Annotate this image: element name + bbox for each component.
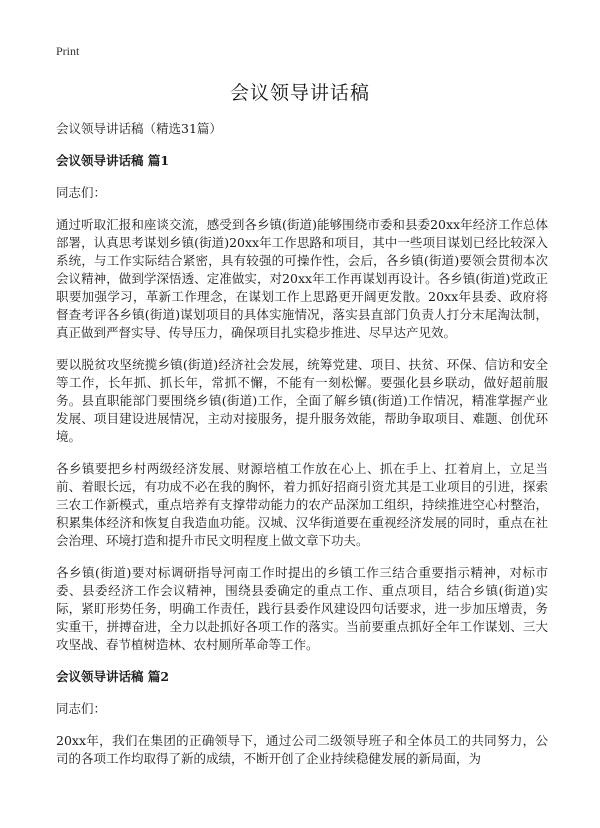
section-heading: 会议领导讲话稿 篇2 — [56, 669, 170, 684]
paragraph: 各乡镇要把乡村两级经济发展、财源培植工作放在心上、抓在手上、扛着肩上，立足当前、着眼长远，有功成不必在我的胸怀，着力抓好招商引资尤其是工业项目的引进，探索三农工作新模式，重点培养有支撑带动能力的农产品深加工组织，持续推进空心村整治，积累集体经济和恢复自我造血功能。汉城、汉华街道要在重视经济发展的同时，重点在社会治理、环境打造和提升市民文明程度上做文章下功夫。 — [56, 461, 548, 548]
paragraph: 要以脱贫攻坚统揽乡镇(街道)经济社会发展，统筹党建、项目、扶贫、环保、信访和安全等工作，长年抓、抓长年，常抓不懈，不能有一刻松懈。要强化县乡联动，做好超前服务。县直职能部门要围绕乡镇(街道)工作，全面了解乡镇(街道)工作情况，精准掌握产业发展、项目建设进展情况，主动对接服务，提升服务效能，帮助争取项目、难题、创优环境。 — [56, 357, 548, 444]
section-1 — [56, 152, 548, 654]
page-title: 会议领导讲话稿 — [229, 82, 370, 104]
paragraph: 20xx年，我们在集团的正确领导下，通过公司二级领导班子和全体员工的共同努力，公司的各项工作均取得了新的成绩，不断开创了企业持续稳健发展的新局面，为 — [56, 733, 548, 766]
paragraph: 各乡镇(街道)要对标调研指导河南工作时提出的乡镇工作三结合重要指示精神，对标市委、县委经济工作会议精神，围绕县委确定的重点工作、重点项目，结合乡镇(街道)实际，紧盯形势任务，明确工作责任，践行县委作风建设四句话要求，进一步加压增责，务实重干，拼搏奋进，全力以赴抓好各项工作的落实。当前要重点抓好全年工作谋划、三大攻坚战、春节植树造林、农村厕所革命等工作。 — [56, 565, 548, 652]
paragraph: 通过听取汇报和座谈交流，感受到各乡镇(街道)能够围绕市委和县委20xx年经济工作总体部署，认真思考谋划乡镇(街道)20xx年工作思路和项目，其中一些项目谋划已经比较深入系统，与工作实际结合紧密，具有较强的可操作性，会后，各乡镇(街道)要领会贯彻本次会议精神，做到学深悟透、定准做实，对20xx年工作再谋划再设计。各乡镇(街道)党政正职要加强学习，革新工作理念，在谋划工作上思路更开阔更发散。20xx年县委、政府将督查考评各乡镇(街道)谋划项目的具体实施情况，落实县直部门负责人打分末尾淘汰制，真正做到严督实导、传导压力，确保项目扎实稳步推进、尽早达产见效。 — [56, 217, 548, 340]
document-body — [56, 120, 548, 782]
greeting: 同志们： — [56, 701, 107, 716]
document-subtitle: 会议领导讲话稿（精选31篇） — [56, 121, 222, 136]
section-heading: 会议领导讲话稿 篇1 — [56, 153, 170, 168]
greeting: 同志们： — [56, 185, 107, 200]
section-2 — [56, 668, 548, 768]
print-label: Print — [56, 44, 80, 58]
